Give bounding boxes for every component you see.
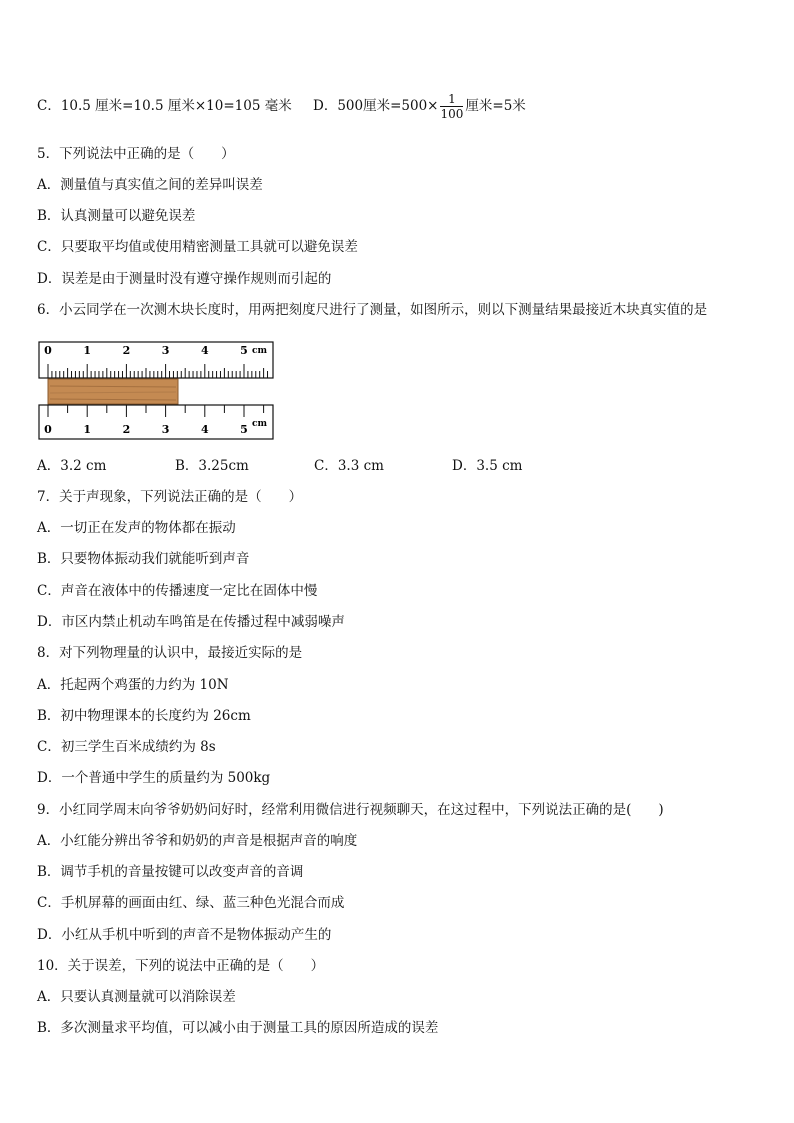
q6-option-c: C．3.3 cm: [314, 458, 384, 474]
q10-option-a: A．只要认真测量就可以消除误差: [37, 989, 236, 1005]
q7-option-a: A．一切正在发声的物体都在振动: [37, 520, 236, 536]
q8-option-b: B．初中物理课本的长度约为 26cm: [37, 708, 251, 724]
q6-option-b: B．3.25cm: [175, 458, 249, 474]
q10-option-b: B．多次测量求平均值，可以减小由于测量工具的原因所造成的误差: [37, 1020, 439, 1036]
q10-stem: 10．关于误差，下列的说法中正确的是（ ）: [37, 958, 325, 974]
q7-option-b: B．只要物体振动我们就能听到声音: [37, 551, 250, 567]
q9-stem: 9．小红同学周末向爷爷奶奶问好时，经常利用微信进行视频聊天，在这过程中，下列说法正确的是( ): [37, 802, 664, 818]
ruler-figure: [38, 340, 278, 442]
q9-option-a: A．小红能分辨出爷爷和奶奶的声音是根据声音的响度: [37, 833, 358, 849]
top-ruler-label: 5: [240, 344, 248, 357]
q9-option-c: C．手机屏幕的画面由红、绿、蓝三种色光混合而成: [37, 895, 345, 911]
top-ruler-label: 3: [161, 344, 170, 357]
top-ruler-label: 2: [122, 344, 131, 357]
bottom-ruler-label: 4: [200, 423, 209, 436]
q6-stem: 6．小云同学在一次测木块长度时，用两把刻度尺进行了测量，如图所示，则以下测量结果最接近木块真实值的是: [37, 302, 708, 318]
q8-stem: 8．对下列物理量的认识中，最接近实际的是: [37, 645, 303, 661]
bottom-ruler-label: 5: [240, 423, 248, 436]
q4-option-c: C．10.5 厘米=10.5 厘米×10=105 毫米: [37, 98, 292, 114]
q9-option-b: B．调节手机的音量按键可以改变声音的音调: [37, 864, 304, 880]
bottom-ruler-label: 3: [161, 423, 170, 436]
fraction-numerator: 1: [440, 92, 463, 107]
q9-option-d: D．小红从手机中听到的声音不是物体振动产生的: [37, 927, 332, 943]
q8-option-d: D．一个普通中学生的质量约为 500kg: [37, 770, 271, 786]
q4-option-d: [313, 88, 526, 124]
q6-options: [37, 457, 522, 475]
q5-option-c: C．只要取平均值或使用精密测量工具就可以避免误差: [37, 239, 358, 255]
q8-option-c: C．初三学生百米成绩约为 8s: [37, 739, 216, 755]
q5-option-b: B．认真测量可以避免误差: [37, 208, 196, 224]
top-ruler-unit: cm: [252, 346, 268, 356]
q5-option-d: D．误差是由于测量时没有遵守操作规则而引起的: [37, 271, 332, 287]
q7-option-c: C．声音在液体中的传播速度一定比在固体中慢: [37, 583, 318, 599]
q4-option-d-prefix: D．500厘米=500×: [313, 98, 439, 114]
bottom-ruler-label: 0: [44, 423, 52, 436]
q6-option-a: A．3.2 cm: [37, 458, 107, 474]
top-ruler-label: 4: [200, 344, 209, 357]
q4-option-d-suffix: 厘米=5米: [465, 98, 526, 114]
top-ruler-label: 0: [44, 344, 52, 357]
q7-stem: 7．关于声现象，下列说法正确的是（ ）: [37, 489, 303, 505]
fraction-denominator: 100: [440, 107, 464, 121]
q6-option-d: D．3.5 cm: [452, 458, 523, 474]
q5-option-a: A．测量值与真实值之间的差异叫误差: [37, 177, 263, 193]
bottom-ruler-unit: cm: [252, 419, 268, 429]
q8-option-a: A．托起两个鸡蛋的力约为 10N: [37, 677, 229, 693]
bottom-ruler-label: 1: [83, 423, 92, 436]
top-ruler-label: 1: [83, 344, 92, 357]
top-ruler: [39, 342, 273, 378]
fraction: [440, 92, 463, 121]
bottom-ruler: [39, 405, 273, 439]
q5-stem: 5．下列说法中正确的是（ ）: [37, 146, 235, 162]
q7-option-d: D．市区内禁止机动车鸣笛是在传播过程中减弱噪声: [37, 614, 345, 630]
bottom-ruler-label: 2: [122, 423, 131, 436]
